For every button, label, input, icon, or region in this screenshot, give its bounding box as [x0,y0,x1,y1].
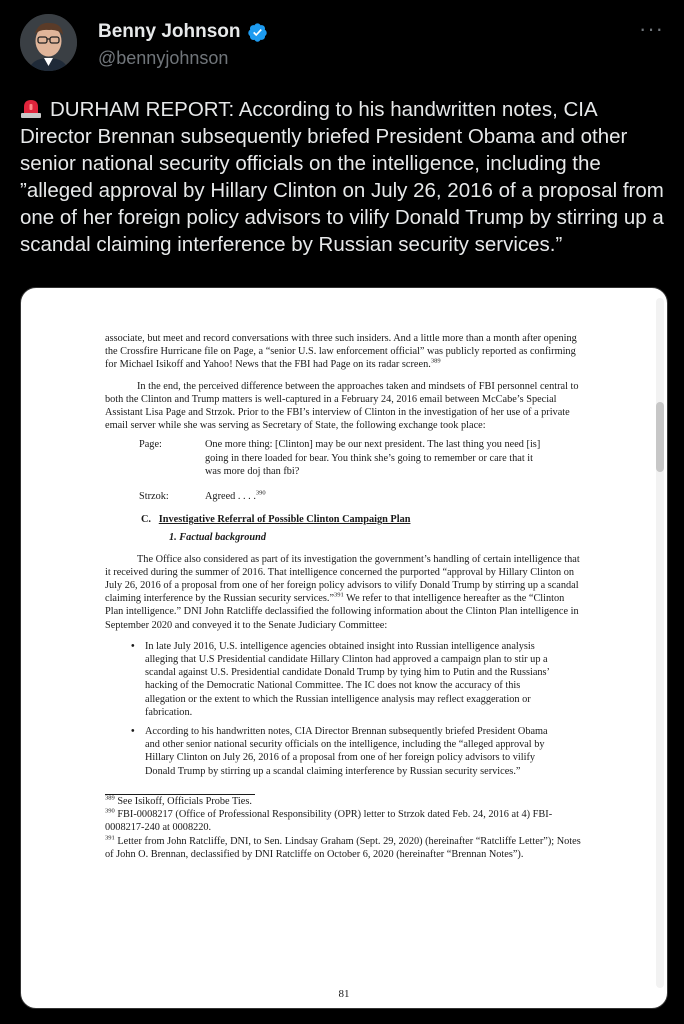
doc-paragraph-1: associate, but meet and record conversations with three such insiders. And a little more than a month after opening the Crossfire Hurricane file on Page, a “senior U.S. law enforcement official” was publicly reported as confirming for Michael Isikoff and Yahoo! News that the FBI had Page on its radar screen.$^{389}$ [105,333,577,371]
tweet-body: DURHAM REPORT: According to his handwritten notes, CIA Director Brennan subsequently briefed President Obama and other senior national security officials on the intelligence, including the ”alleged approval by Hillary Clinton on July 26, 2016 of a proposal from one of her foreign policy advisors to vilify Donald Trump by stirring up a scandal claiming interference by Russian security services.” [20,98,664,256]
footnote: $^{389}$ See Isikoff, Officials Probe Ties. [105,794,252,807]
avatar[interactable] [20,14,77,71]
bullet-item [105,640,585,719]
bullet-text: According to his handwritten notes, CIA Director Brennan subsequently briefed President Obama and other senior national security officials on the intelligence, including the “alleged approval by Hillary Clinton on July 26, 2016 of a proposal from one of her foreign policy advisors to vilify Donald Trump by stirring up a scandal claiming interference by Russian security services.” [145,726,548,777]
bullet-text: In late July 2016, U.S. intelligence agencies obtained insight into Russian intelligence analysis alleging that U.S Presidential candidate Hillary Clinton had approved a campaign plan to stir up a scandal against U.S. Presidential candidate Donald Trump by tying him to Putin and the Russians’ hacking of the Democratic National Committee. The IC does not know the accuracy of this allegation or the extent to which the Russian intelligence analysis may reflect exaggeration or fabrication. [145,640,550,718]
exchange-text: Agreed . . . .$^{390}$ [205,489,266,503]
verified-badge-icon [247,22,268,43]
author-handle[interactable]: @bennyjohnson [98,48,229,68]
author-name-row [98,21,268,43]
doc-paragraph-3: The Office also considered as part of its investigation the government’s handling of certain intelligence that it received during the summer of 2016. That intelligence concerned the purported “approval by Hillary Clinton on July 26, 2016 of a proposal from one of her foreign policy advisors to vilify Donald Trump by stirring up a scandal claiming interference by the Russian security services.”$^{391}$ We refer to that intelligence hereafter as the “Clinton Plan intelligence.” DNI John Ratcliffe declassified the following information about the Clinton Plan intelligence in September 2020 and conveyed it to the Senate Judiciary Committee: [105,553,580,631]
exchange-text: One more thing: [Clinton] may be our next president. The last thing you need [is] going in there loaded for bear. You think she’s going to remember or care that it was more doj than fbi? [205,439,541,477]
footnote: $^{390}$ FBI-0008217 (Office of Professional Responsibility (OPR) letter to Strzok dated Feb. 24, 2016 at 4) FBI-0008217-240 at 0008220. [105,807,553,834]
tweet-header [20,14,664,74]
police-light-icon [20,98,42,118]
footnote-ref: 390 [255,489,266,497]
scrollbar[interactable] [656,298,664,988]
footnote: $^{391}$ Letter from John Ratcliffe, DNI, to Sen. Lindsay Graham (Sept. 29, 2020) (hereinafter “Ratcliffe Letter”); Notes of John O. Brennan, declassified by DNI Ratcliffe on October 6, 2020 (hereinafter “Brennan Notes”). [105,834,581,860]
footnote-ref: 389 [430,357,441,365]
section-heading: C. Investigative Referral of Possible Clinton Campaign Plan [141,514,411,526]
tweet-media-image[interactable] [20,287,668,1009]
more-options-icon[interactable]: ··· [639,16,664,41]
bullet-marker: • [131,640,135,652]
doc-paragraph-2: In the end, the perceived difference between the approaches taken and mindsets of FBI personnel central to both the Clinton and Trump matters is well-captured in a February 24, 2016 email between McCabe’s Special Assistant Lisa Page and Strzok. Prior to the FBI’s interview of Clinton in the investigation of her use of a private email server while she was serving as Secretary of State, the following exchange took place: [105,380,579,432]
document-page [105,332,585,861]
exchange-speaker: Page: [139,439,162,451]
exchange-speaker: Strzok: [139,491,169,503]
bullet-item [105,725,585,778]
bullet-marker: • [131,726,135,738]
footnote-ref: 391 [334,591,344,599]
scrollbar-thumb[interactable] [656,402,664,472]
exchange-row [105,438,585,478]
author-name[interactable]: Benny Johnson [98,21,241,42]
exchange-row [105,490,585,503]
avatar-image [20,14,77,71]
subsection-heading: 1. Factual background [169,532,266,544]
page-number: 81 [338,988,350,1000]
tweet-text [20,96,664,258]
